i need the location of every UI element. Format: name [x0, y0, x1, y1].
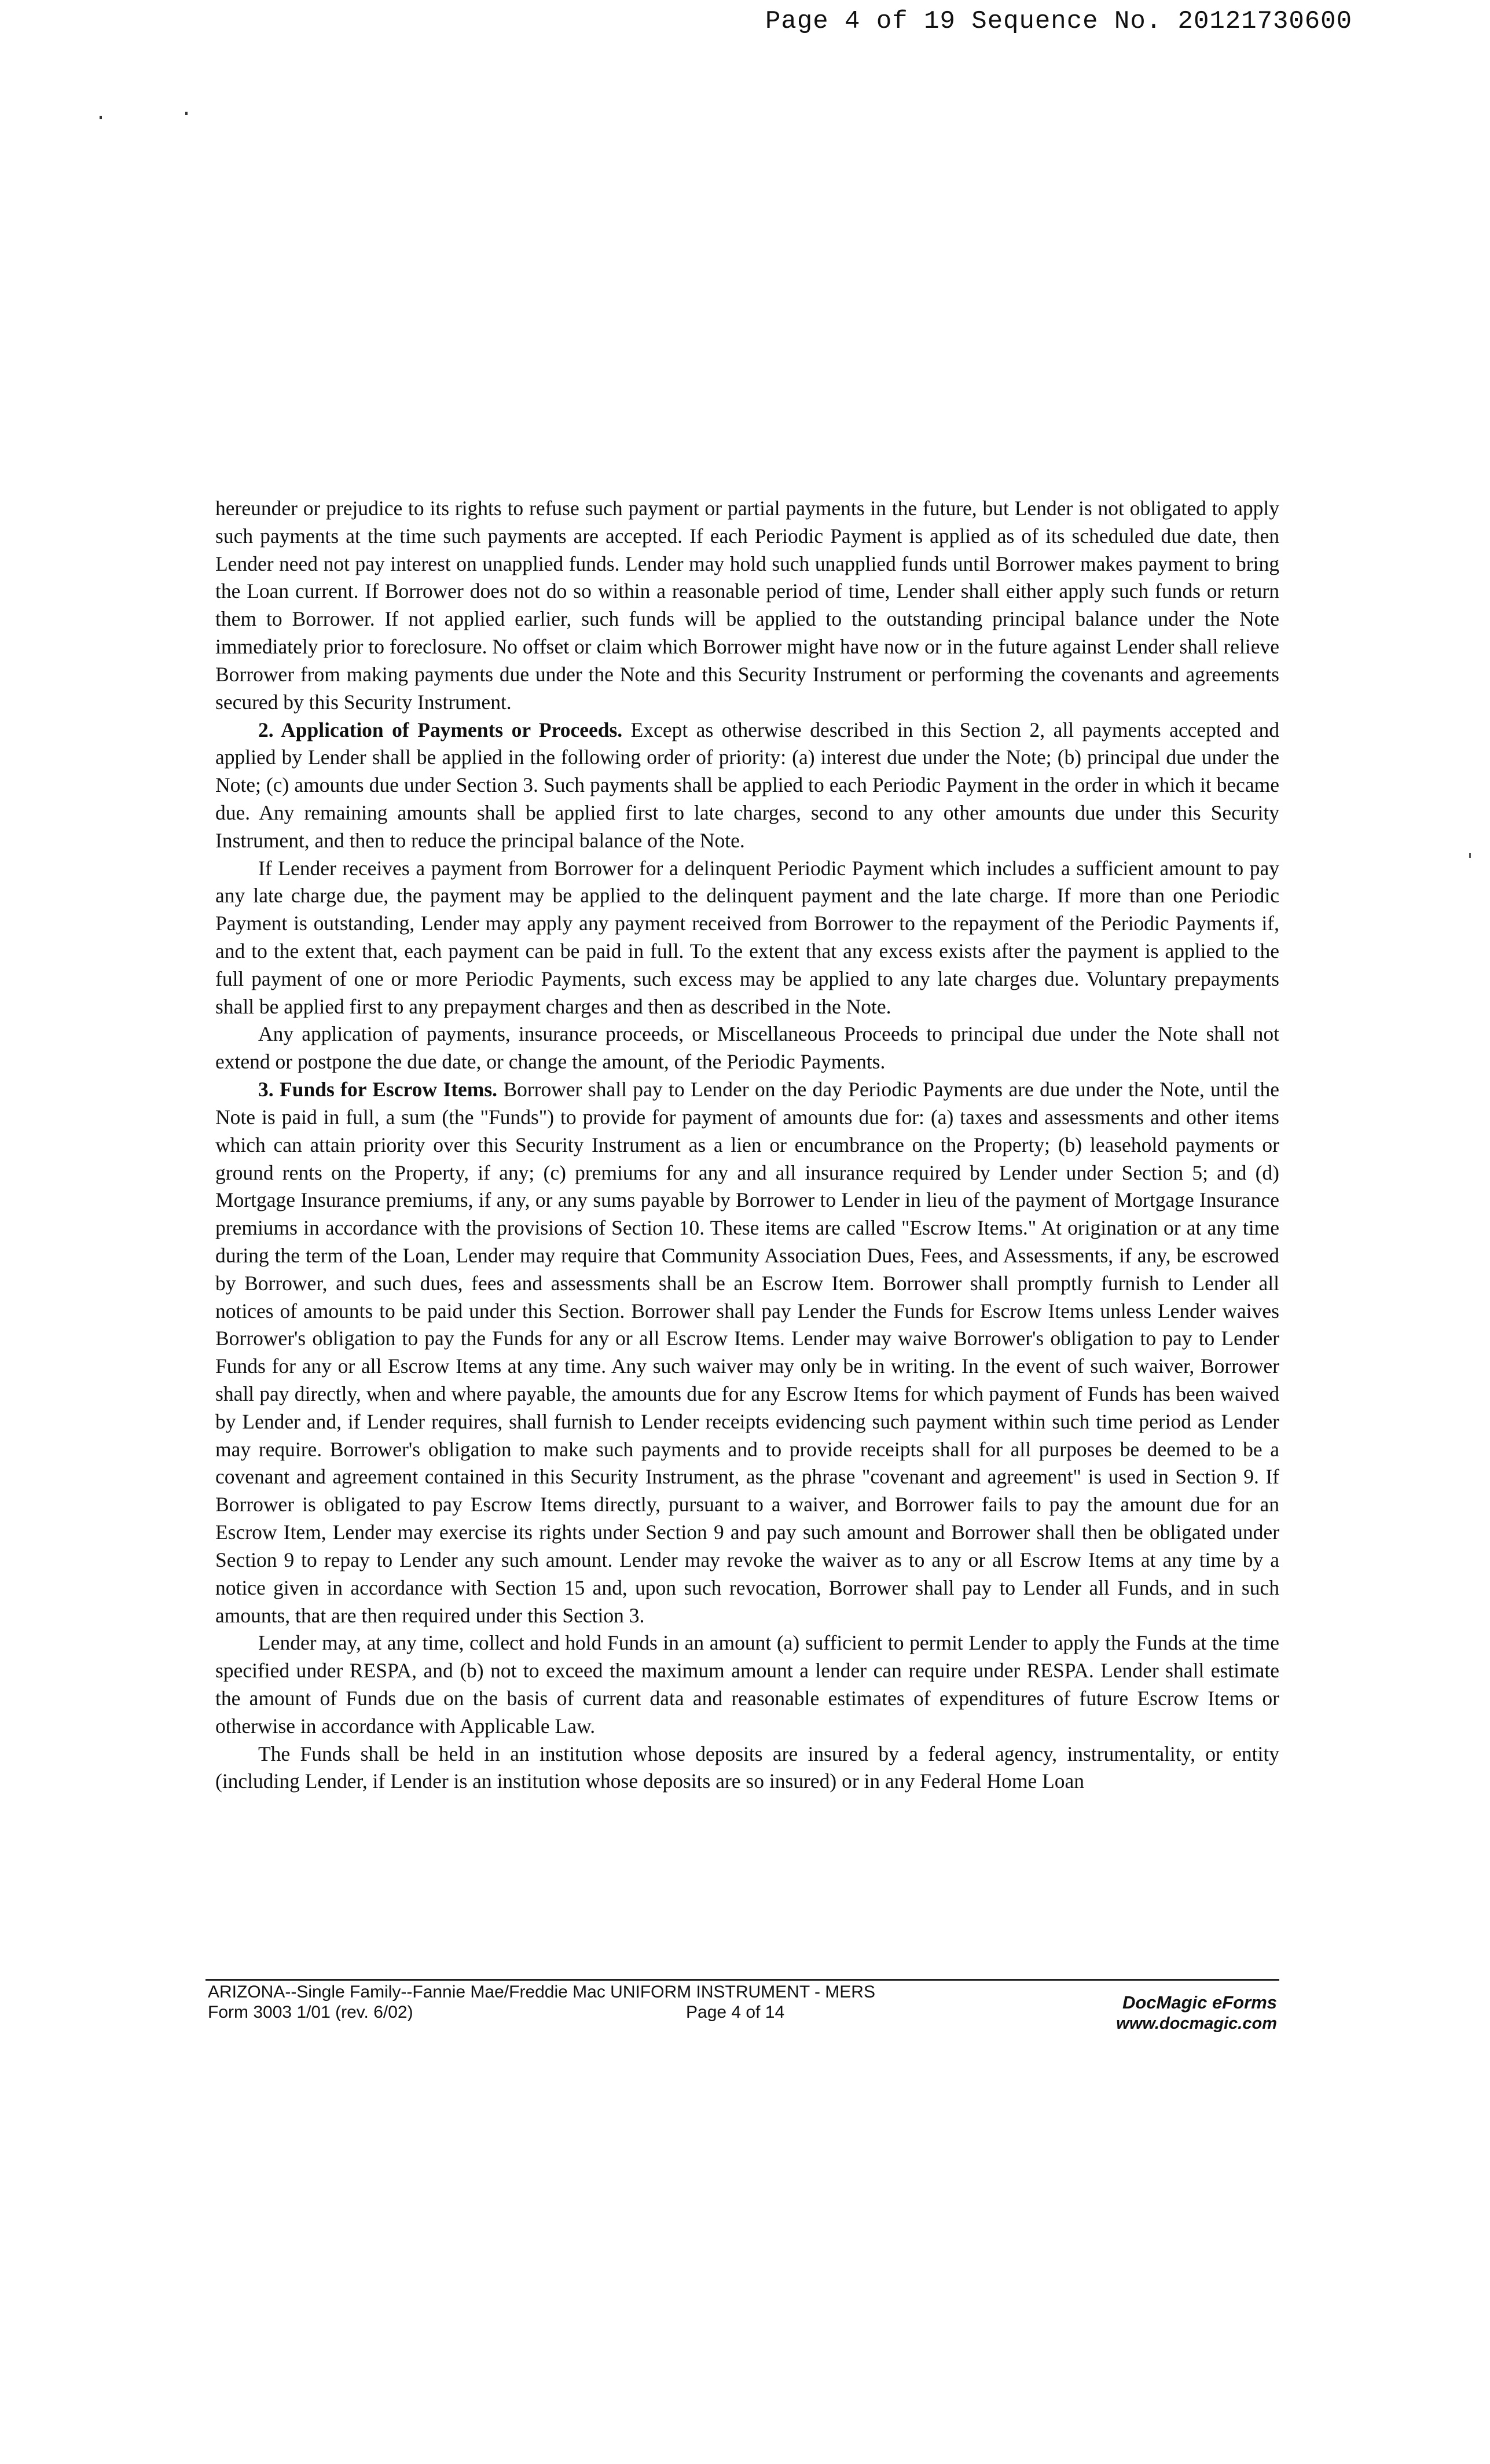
section-3-heading: 3. Funds for Escrow Items. — [258, 1078, 498, 1101]
paragraph-funds-held: The Funds shall be held in an institution whose deposits are insured by a federal agency, instrumentality, or entity (including Lender, if Lender is an institution whose deposits are so insured) or in any Federal Home Loan — [215, 1742, 1279, 1793]
page-sequence-header: Page 4 of 19 Sequence No. 20121730600 — [765, 7, 1352, 36]
footer-page-number: Page 4 of 14 — [686, 2003, 785, 2022]
scan-speck — [100, 116, 102, 119]
section-2-text: Except as otherwise described in this Section 2, all payments accepted and applied by Lender shall be applied in the following order of priority: (a) interest due under the Note; (b) principal due under the Note; (c) amounts due under Section 3. Such payments shall be applied to each Periodic Payment in the order in which it became due. Any remaining amounts shall be applied first to late charges, second to any other amounts due under this Security Instrument, and then to reduce the principal balance of the Note. — [215, 718, 1279, 852]
scan-speck — [185, 112, 188, 115]
footer-divider — [205, 1979, 1279, 1981]
paragraph-respa-funds: Lender may, at any time, collect and hold Funds in an amount (a) sufficient to permit Lender to apply the Funds at the time specified under RESPA, and (b) not to exceed the maximum amount a lender can require under RESPA. Lender shall estimate the amount of Funds due on the basis of current data and reasonable estimates of expenditures of future Escrow Items or otherwise in accordance with Applicable Law. — [215, 1631, 1279, 1738]
section-3-text: Borrower shall pay to Lender on the day Periodic Payments are due under the Note, until the Note is paid in full, a sum (the "Funds") to provide for payment of amounts due for: (a) taxes and assessments and other items which can attain priority over this Security Instrument as a lien or encumbrance on the Property; (b) leasehold payments or ground rents on the Property, if any; (c) premiums for any and all insurance required by Lender under Section 5; and (d) Mortgage Insurance premiums, if any, or any sums payable by Borrower to Lender in lieu of the payment of Mortgage Insurance premiums in accordance with the provisions of Section 10. These items are called "Escrow Items." At origination or at any time during the term of the Loan, Lender may require that Community Association Dues, Fees, and Assessments, if any, be escrowed by Borrower, and such dues, fees and assessments shall be an Escrow Item. Borrower shall promptly furnish to Lender all notices of amounts to be paid under this Section. Borrower shall pay Lender the Funds for Escrow Items unless Lender waives Borrower's obligation to pay the Funds for any or all Escrow Items. Lender may waive Borrower's obligation to pay to Lender Funds for any or all Escrow Items at any time. Any such waiver may only be in writing. In the event of such waiver, Borrower shall pay directly, when and where payable, the amounts due for any Escrow Items for which payment of Funds has been waived by Lender and, if Lender requires, shall furnish to Lender receipts evidencing such payment within such time period as Lender may require. Borrower's obligation to make such payments and to provide receipts shall for all purposes be deemed to be a covenant and agreement contained in this Security Instrument, as the phrase "covenant and agreement" is used in Section 9. If Borrower is obligated to pay Escrow Items directly, pursuant to a waiver, and Borrower fails to pay the amount due for an Escrow Item, Lender may exercise its rights under Section 9 and pay such amount and Borrower shall then be obligated under Section 9 to repay to Lender any such amount. Lender may revoke the waiver as to any or all Escrow Items at any time by a notice given in accordance with Section 15 and, upon such revocation, Borrower shall pay to Lender all Funds, and in such amounts, that are then required under this Section 3. — [215, 1078, 1279, 1627]
document-body — [215, 495, 1279, 1795]
section-2-paragraph — [215, 717, 1279, 855]
paragraph-application-proceeds: Any application of payments, insurance proceeds, or Miscellaneous Proceeds to principal due under the Note shall not extend or postpone the due date, or change the amount, of the Periodic Payments. — [215, 1022, 1279, 1074]
section-2-heading: 2. Application of Payments or Proceeds. — [258, 718, 623, 741]
section-3-paragraph — [215, 1076, 1279, 1629]
docmagic-logo: DocMagic eForms — [1122, 1992, 1277, 2013]
scan-speck — [1469, 853, 1471, 858]
docmagic-url: www.docmagic.com — [1116, 2014, 1277, 2033]
footer-instrument-title: ARIZONA--Single Family--Fannie Mae/Freddie Mac UNIFORM INSTRUMENT - MERS — [208, 1982, 875, 2002]
footer-brand — [1116, 1992, 1277, 2033]
footer-form-number: Form 3003 1/01 (rev. 6/02) — [208, 2003, 413, 2022]
paragraph-continuation: hereunder or prejudice to its rights to refuse such payment or partial payments in the future, but Lender is not obligated to apply such payments at the time such payments are accepted. If each Periodic Payment is applied as of its scheduled due date, then Lender need not pay interest on unapplied funds. Lender may hold such unapplied funds until Borrower makes payment to bring the Loan current. If Borrower does not do so within a reasonable period of time, Lender shall either apply such funds or return them to Borrower. If not applied earlier, such funds will be applied to the outstanding principal balance under the Note immediately prior to foreclosure. No offset or claim which Borrower might have now or in the future against Lender shall relieve Borrower from making payments due under the Note and this Security Instrument or performing the covenants and agreements secured by this Security Instrument. — [215, 497, 1279, 714]
paragraph-delinquent-payment: If Lender receives a payment from Borrower for a delinquent Periodic Payment which includes a sufficient amount to pay any late charge due, the payment may be applied to the delinquent payment and the late charge. If more than one Periodic Payment is outstanding, Lender may apply any payment received from Borrower to the repayment of the Periodic Payments if, and to the extent that, each payment can be paid in full. To the extent that any excess exists after the payment is applied to the full payment of one or more Periodic Payments, such excess may be applied to any late charges due. Voluntary prepayments shall be applied first to any prepayment charges and then as described in the Note. — [215, 856, 1279, 1018]
